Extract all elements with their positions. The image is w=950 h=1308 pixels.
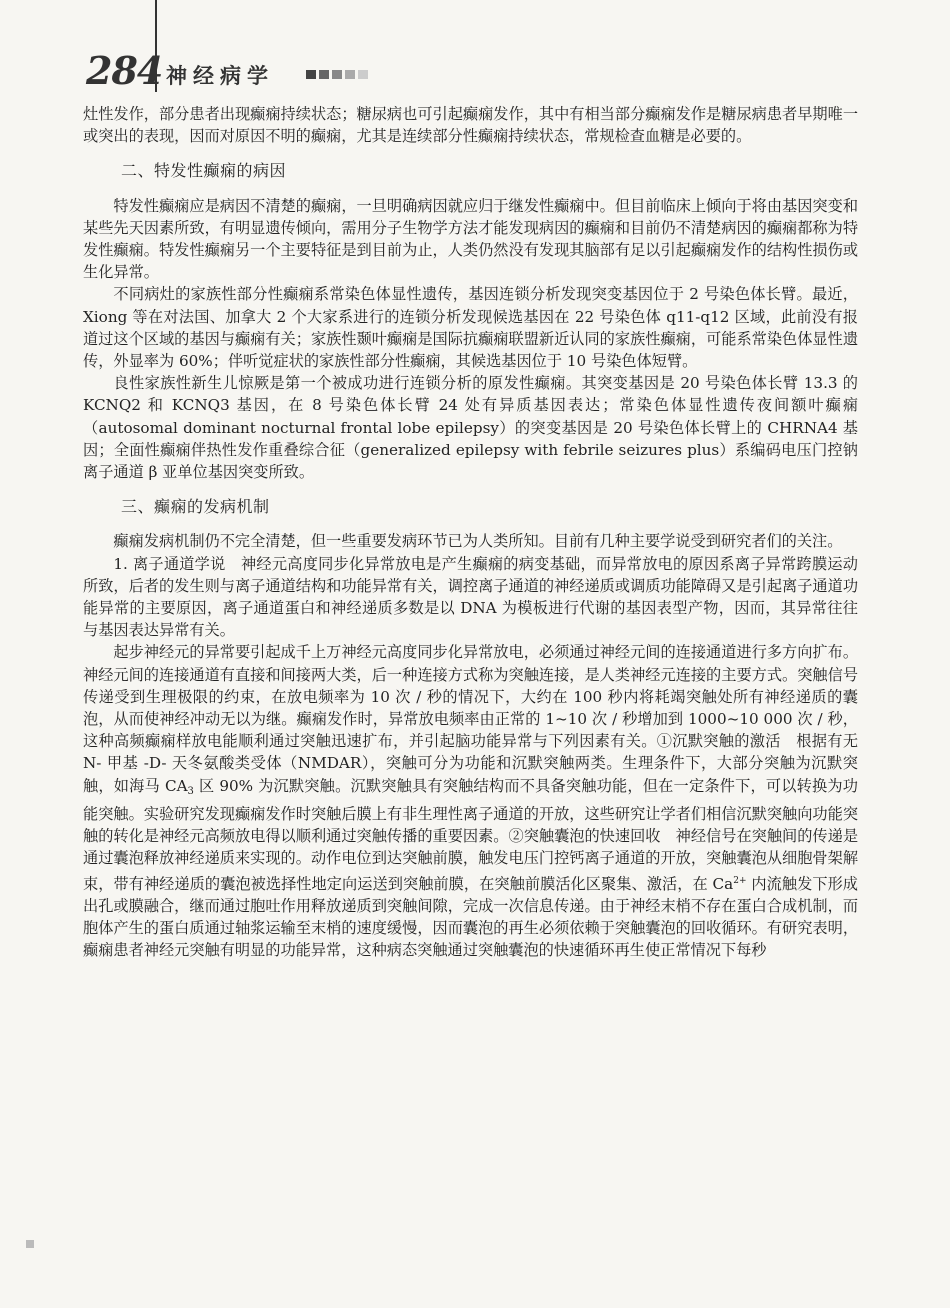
page-body [83,103,858,961]
scan-mark [26,1240,34,1248]
superscript: 2+ [733,875,747,886]
header-square [345,70,355,79]
subscript: 3 [187,785,194,797]
paragraph: 癫痫发病机制仍不完全清楚，但一些重要发病环节已为人类所知。目前有几种主要学说受到研究者们的关注。 [113,532,843,551]
text-run: 内流触发下形成出孔或膜融合，继而通过胞吐作用释放递质到突触间隙，完成一次信息传递。由于神经末梢不存在蛋白合成机制，而胞体产生的蛋白质通过轴浆运输至末梢的速度缓慢，因而囊泡的再生必须依赖于突触囊泡的回收循环。有研究表明，癫痫患者神经元突触有明显的功能异常，这种病态突触通过突触囊泡的快速循环再生使正常情况下每秒 [83,874,858,960]
header-square [332,70,342,79]
text-run: 区 90% 为沉默突触。沉默突触具有突触结构而不具备突触功能，但在一定条件下，可以转换为功能突触。实验研究发现癫痫发作时突触后膜上有非生理性离子通道的开放，这些研究让学者们相信沉默突触向功能突触的转化是神经元高频放电得以顺利通过突触传播的重要因素。②突触囊泡的快速回收 神经信号在突触间的传递是通过囊泡释放神经递质来实现的。动作电位到达突触前膜，触发电压门控钙离子通道的开放，突触囊泡从细胞骨架解束，带有神经递质的囊泡被选择性地定向运送到突触前膜，在突触前膜活化区聚集、激活，在 Ca [83,776,858,893]
header-square [319,70,329,79]
paragraph: 良性家族性新生儿惊厥是第一个被成功进行连锁分析的原发性癫痫。其突变基因是 20 号染色体长臂 13.3 的 KCNQ2 和 KCNQ3 基因，在 8 号染色体长臂 24 处有异质基因表达；常染色体显性遗传夜间额叶癫痫（autosomal dominant nocturnal frontal lobe epilepsy）的突变基因是 20 号染色体长臂上的 CHRNA4 基因；全面性癫痫伴热性发作重叠综合征（generalized epilepsy with febrile seizures plus）系编码电压门控钠离子通道 β 亚单位基因突变所致。 [83,374,858,482]
header-square [306,70,316,79]
paragraph-ion-channel: 1. 离子通道学说 神经元高度同步化异常放电是产生癫痫的病变基础，而异常放电的原因系离子异常跨膜运动所致，后者的发生则与离子通道结构和功能异常有关，调控离子通道的神经递质或调质功能障碍又是引起离子通道功能异常的主要原因，离子通道蛋白和神经递质多数是以 DNA 为模板进行代谢的基因表型产物，因而，其异常往往与基因表达异常有关。 [83,554,858,640]
header-decoration [306,70,368,79]
section-heading-pathogenesis: 三、癫痫的发病机制 [121,497,270,517]
paragraph: 不同病灶的家族性部分性癫痫系常染色体显性遗传，基因连锁分析发现突变基因位于 2 号染色体长臂。最近，Xiong 等在对法国、加拿大 2 个大家系进行的连锁分析发现候选基因在 22 号染色体 q11-q12 区域，此前没有报道过这个区域的基因与癫痫有关；家族性颞叶癫痫是国际抗癫痫联盟新近认同的家族性癫痫，可能系常染色体显性遗传，外显率为 60%；伴听觉症状的家族性部分性癫痫，其候选基因位于 10 号染色体短臂。 [83,285,858,371]
paragraph: 特发性癫痫应是病因不清楚的癫痫，一旦明确病因就应归于继发性癫痫中。但目前临床上倾向于将由基因突变和某些先天因素所致，有明显遗传倾向，需用分子生物学方法才能发现病因的癫痫和目前仍不清楚病因的癫痫都称为特发性癫痫。特发性癫痫另一个主要特征是到目前为止，人类仍然没有发现其脑部有足以引起癫痫发作的结构性损伤或生化异常。 [83,196,858,282]
paragraph-synaptic [83,641,858,961]
book-title: 神经病学 [166,64,274,88]
page-number: 284 [86,48,163,93]
paragraph-continued: 灶性发作，部分患者出现癫痫持续状态；糖尿病也可引起癫痫发作，其中有相当部分癫痫发作是糖尿病患者早期唯一或突出的表现，因而对原因不明的癫痫，尤其是连续部分性癫痫持续状态，常规检查血糖是必要的。 [83,105,858,146]
header-square [358,70,368,79]
section-heading-idiopathic-causes: 二、特发性癫痫的病因 [121,161,287,181]
text-run: 起步神经元的异常要引起成千上万神经元高度同步化异常放电，必须通过神经元间的连接通道进行多方向扩布。神经元间的连接通道有直接和间接两大类，后一种连接方式称为突触连接，是人类神经元连接的主要方式。突触信号传递受到生理极限的约束，在放电频率为 10 次 / 秒的情况下，大约在 100 秒内将耗竭突触处所有神经递质的囊泡，从而使神经冲动无以为继。癫痫发作时，异常放电频率由正常的 1~10 次 / 秒增加到 1000~10 000 次 / 秒，这种高频癫痫样放电能顺利通过突触迅速扩布，并引起脑功能异常与下列因素有关。①沉默突触的激活 根据有无 N- 甲基 -D- 天冬氨酸类受体（NMDAR），突触可分为功能和沉默突触两类。生理条件下，大部分突触为沉默突触，如海马 CA [83,643,858,795]
